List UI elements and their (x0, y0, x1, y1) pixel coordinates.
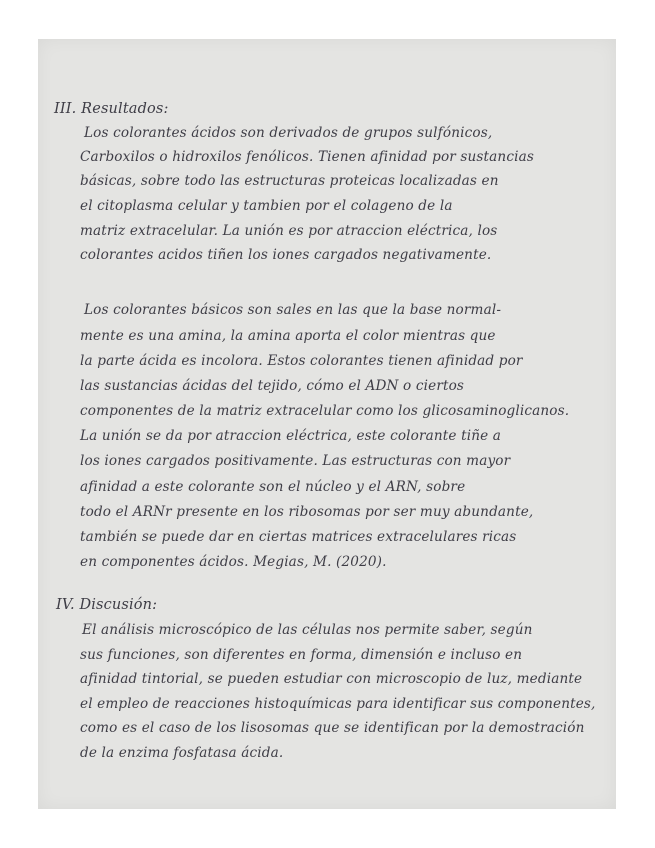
text-line: Carboxilos o hidroxilos fenólicos. Tienen afinidad por sustancias (80, 149, 534, 165)
handwritten-text (38, 39, 616, 809)
section-heading-discusion: IV. Discusión: (56, 597, 158, 613)
text-line: como es el caso de los lisosomas que se identifican por la demostración (80, 720, 585, 736)
text-line: afinidad tintorial, se pueden estudiar con microscopio de luz, mediante (80, 671, 583, 687)
text-line: sus funciones, son diferentes en forma, dimensión e incluso en (80, 647, 523, 663)
text-line: de la enzima fosfatasa ácida. (80, 745, 284, 761)
text-line: las sustancias ácidas del tejido, cómo el ADN o ciertos (80, 378, 465, 394)
text-line: la parte ácida es incolora. Estos colorantes tienen afinidad por (80, 353, 523, 369)
text-line: todo el ARNr presente en los ribosomas por ser muy abundante, (80, 504, 534, 520)
text-line: el empleo de reacciones histoquímicas para identificar sus componentes, (80, 696, 596, 712)
section-heading-resultados: III. Resultados: (54, 101, 169, 117)
text-line: en componentes ácidos. Megias, M. (2020). (80, 554, 387, 570)
text-line: los iones cargados positivamente. Las estructuras con mayor (80, 453, 511, 469)
notebook-page (38, 39, 616, 809)
text-line: matriz extracelular. La unión es por atraccion eléctrica, los (80, 223, 498, 239)
text-line: afinidad a este colorante son el núcleo y el ARN, sobre (80, 479, 466, 495)
text-line: La unión se da por atraccion eléctrica, este colorante tiñe a (80, 428, 502, 444)
text-line: componentes de la matriz extracelular como los glicosaminoglicanos. (80, 403, 570, 419)
text-line: El análisis microscópico de las células nos permite saber, según (82, 622, 533, 638)
text-line: Los colorantes ácidos son derivados de grupos sulfónicos, (84, 125, 493, 141)
text-line: también se puede dar en ciertas matrices extracelulares ricas (80, 529, 517, 545)
text-line: mente es una amina, la amina aporta el color mientras que (80, 328, 496, 344)
text-line: el citoplasma celular y tambien por el colageno de la (80, 198, 453, 214)
text-line: colorantes acidos tiñen los iones cargados negativamente. (80, 247, 492, 263)
text-line: Los colorantes básicos son sales en las que la base normal- (84, 302, 502, 318)
text-line: básicas, sobre todo las estructuras proteicas localizadas en (80, 173, 499, 189)
